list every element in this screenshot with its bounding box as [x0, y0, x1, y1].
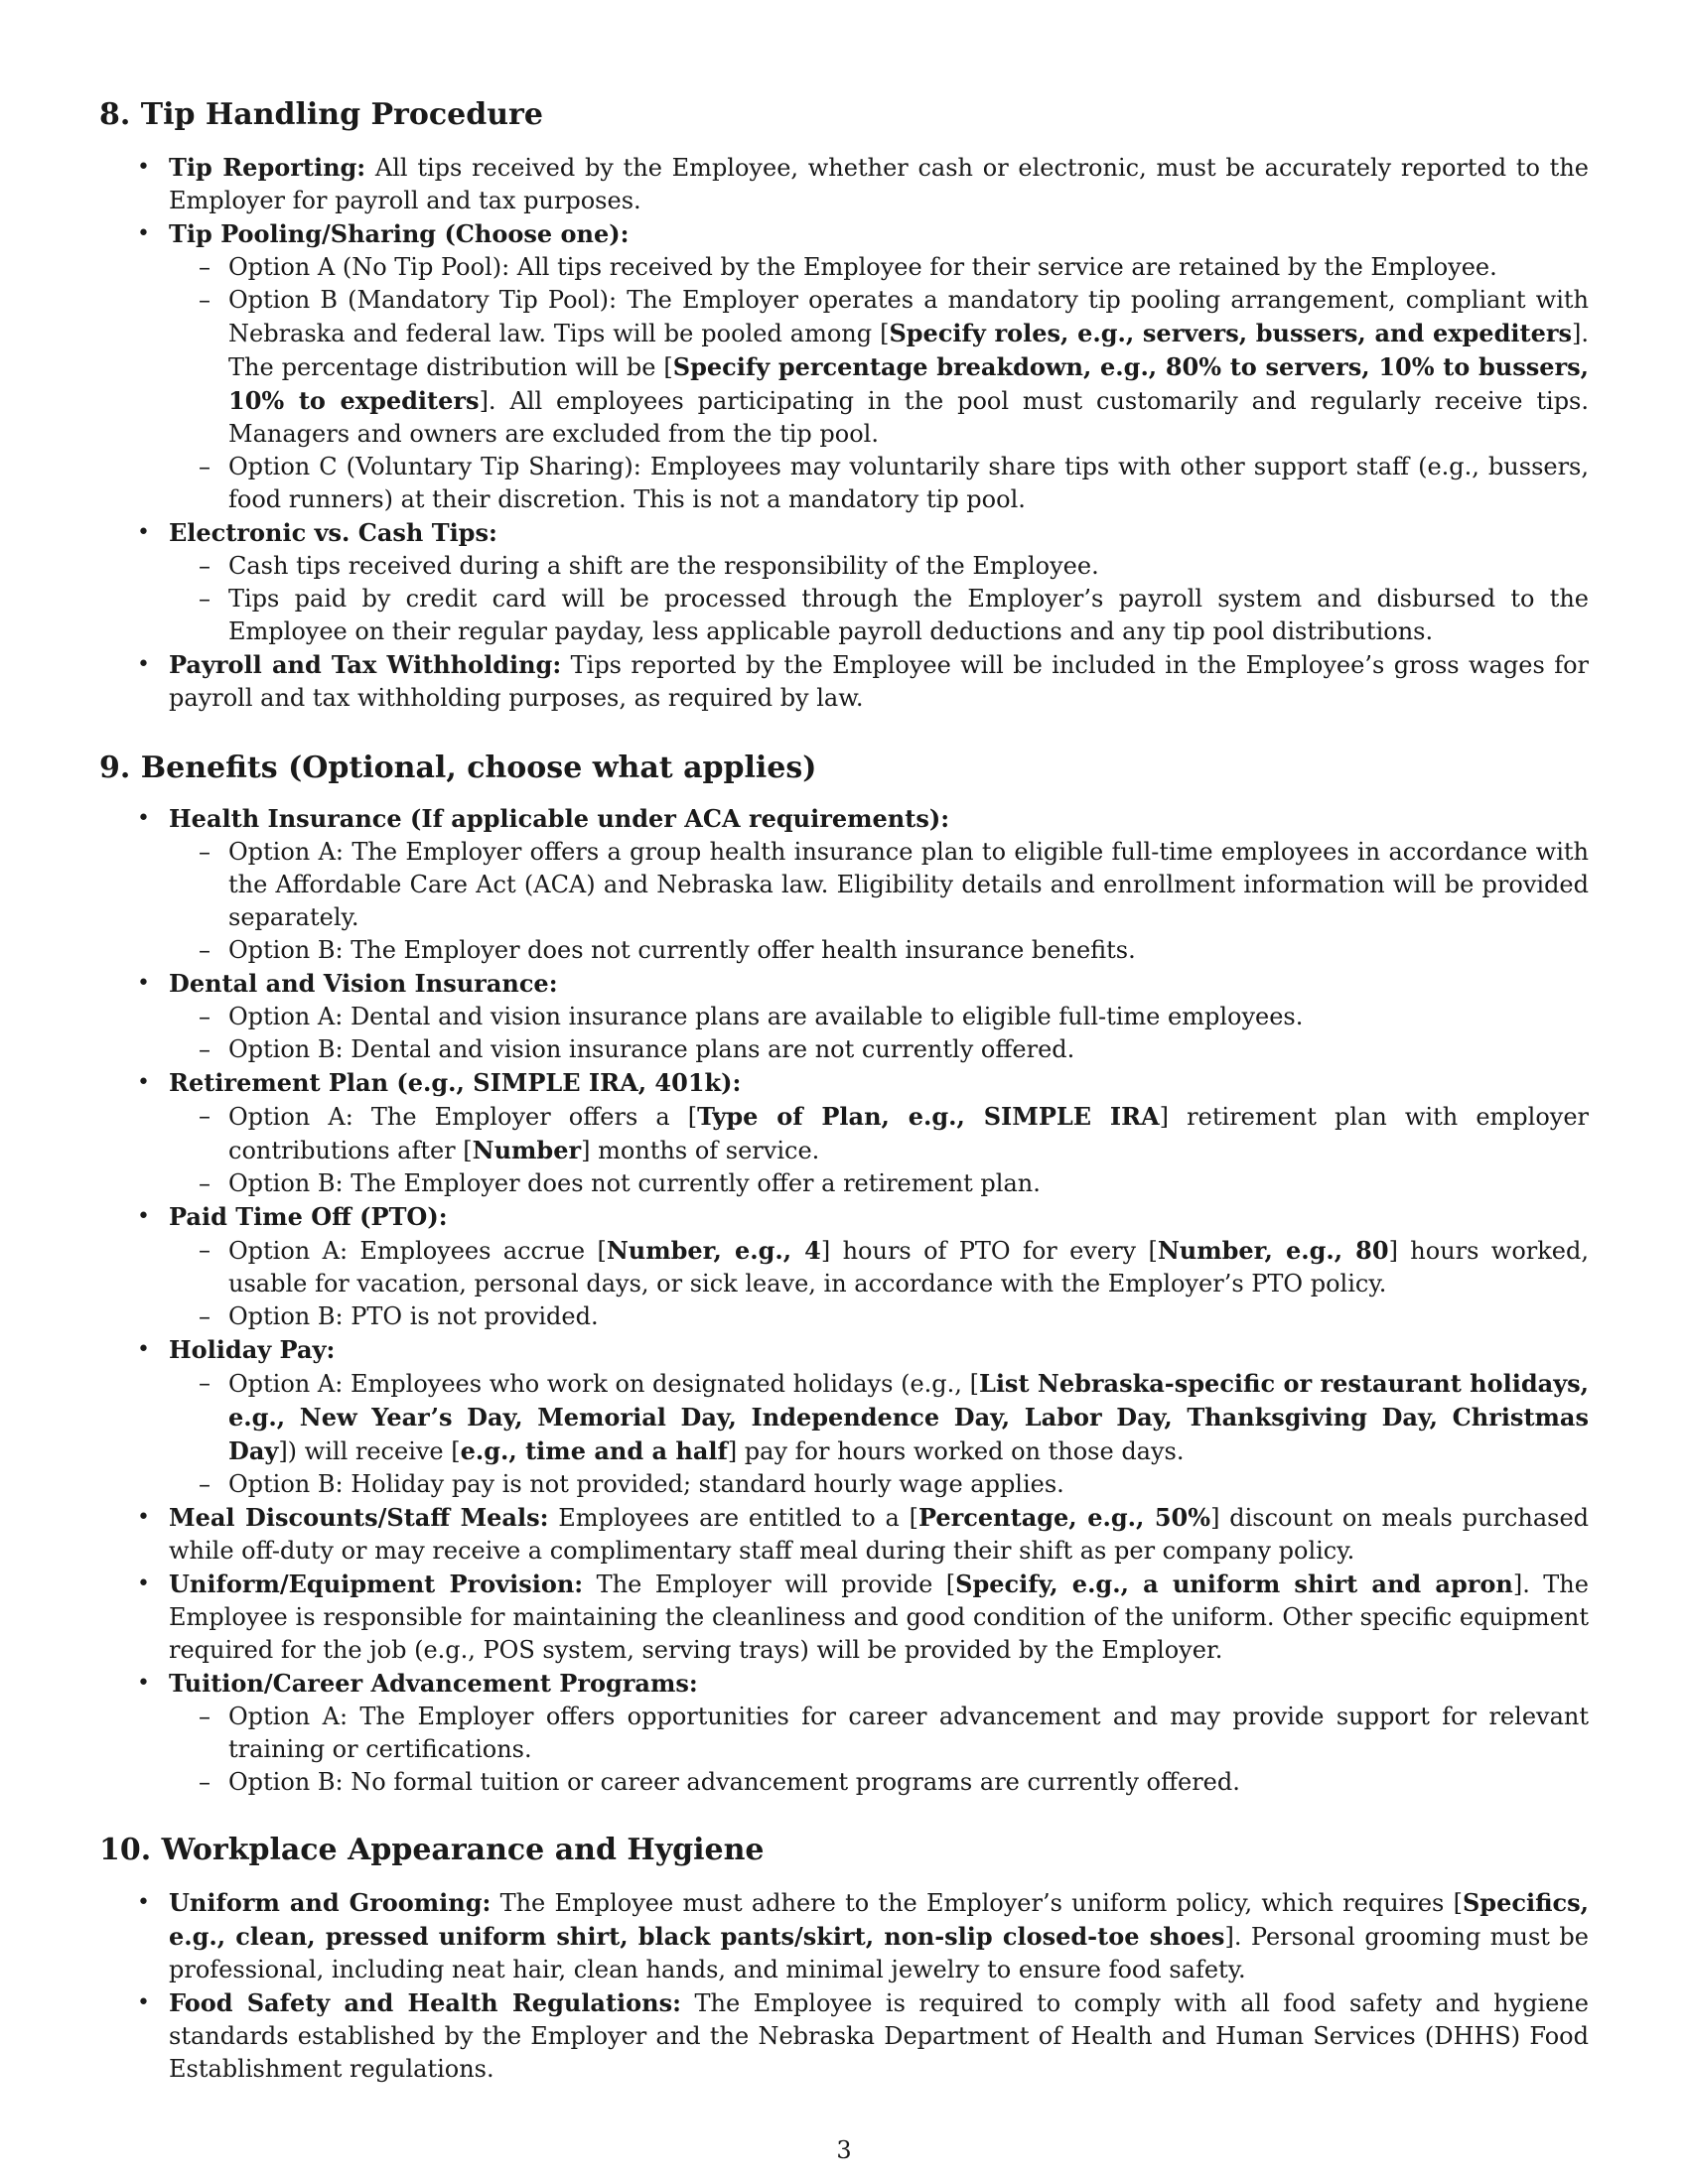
sub-item: – Option B: Dental and vision insurance plans are not currently offered.	[169, 1033, 1589, 1066]
item-label: Food Safety and Health Regulations:	[169, 1988, 681, 2017]
item-label: Retirement Plan (e.g., SIMPLE IRA, 401k):	[169, 1068, 742, 1097]
placeholder-text: e.g., time and a half	[460, 1436, 728, 1465]
list-item	[99, 1568, 1589, 1667]
text-run: ] pay for hours worked on those days.	[727, 1437, 1185, 1465]
sub-item: – Option A: Dental and vision insurance plans are available to eligible full-time employees.	[169, 1001, 1589, 1033]
text-run: The Employee must adhere to the Employer’s uniform policy, which requires [	[491, 1889, 1463, 1917]
item-label: Holiday Pay:	[169, 1335, 336, 1364]
section-9-heading: 9. Benefits (Optional, choose what applies)	[99, 751, 817, 785]
sub-item	[169, 1100, 1589, 1167]
sub-item: – Option A (No Tip Pool): All tips received by the Employee for their service are retained by the Employee.	[169, 251, 1589, 284]
text-run: ]. All employees participating in the pool must customarily and regularly receive tips. Managers and owners are excluded from the tip pool.	[228, 387, 1590, 448]
list-item	[99, 516, 1589, 648]
section-10-heading: 10. Workplace Appearance and Hygiene	[99, 1833, 765, 1867]
text-run: ]) will receive [	[278, 1437, 461, 1465]
sub-item: – Option B: PTO is not provided.	[169, 1300, 1589, 1333]
text-run: ]. Personal grooming must be professional, including neat hair, clean hands, and minimal jewelry to ensure food safety.	[169, 1923, 1589, 1983]
item-label: Paid Time Off (PTO):	[169, 1202, 448, 1231]
text-run: ]. The Employee is responsible for maintaining the cleanliness and good condition of the uniform. Other specific equipment required for the job (e.g., POS system, serving trays) will be provided by the Employer.	[169, 1570, 1589, 1664]
item-text: All tips received by the Employee, whether cash or electronic, must be accurately reported to the Employer for payroll and tax purposes.	[169, 154, 1589, 214]
sub-item	[169, 1234, 1589, 1300]
sub-item: – Option A: The Employer offers a group health insurance plan to eligible full-time employees in accordance with the Affordable Care Act (ACA) and Nebraska law. Eligibility details and enrollment information will be provided separately.	[169, 836, 1589, 934]
sub-item	[169, 284, 1589, 451]
item-label: Tuition/Career Advancement Programs:	[169, 1669, 698, 1698]
item-label: Payroll and Tax Withholding:	[169, 650, 562, 679]
text-run: ] months of service.	[581, 1137, 820, 1164]
item-text: Tips reported by the Employee will be included in the Employee’s gross wages for payroll and tax withholding purposes, as required by law.	[169, 651, 1589, 712]
placeholder-text: Type of Plan, e.g., SIMPLE IRA	[697, 1102, 1160, 1131]
list-item	[99, 151, 1589, 217]
placeholder-text: List Nebraska-specific or restaurant holidays, e.g., New Year’s Day, Memorial Day, Independence Day, Labor Day, Thanksgiving Day, Christmas Day	[228, 1369, 1590, 1465]
item-label: Tip Reporting:	[169, 153, 366, 182]
sub-item: – Option B: No formal tuition or career advancement programs are currently offered.	[169, 1766, 1589, 1799]
item-label: Uniform and Grooming:	[169, 1888, 492, 1917]
text-run: ]. The percentage distribution will be [	[228, 320, 1589, 381]
placeholder-text: Specifics, e.g., clean, pressed uniform shirt, black pants/skirt, non-slip closed-toe shoes	[169, 1888, 1589, 1951]
list-item	[99, 217, 1589, 516]
section-8-list	[99, 151, 1589, 715]
text-run: Option A: Employees who work on designated holidays (e.g., [	[228, 1370, 979, 1398]
section-8-heading: 8. Tip Handling Procedure	[99, 97, 543, 132]
sub-item: – Tips paid by credit card will be processed through the Employer’s payroll system and disbursed to the Employee on their regular payday, less applicable payroll deductions and any tip pool distributions.	[169, 583, 1589, 648]
sub-list	[169, 251, 1589, 516]
text-run: Option A: Employees accrue [	[228, 1237, 607, 1265]
list-item	[99, 1501, 1589, 1568]
list-item	[99, 1986, 1589, 2086]
list-item	[99, 648, 1589, 715]
item-label: Meal Discounts/Staff Meals:	[169, 1503, 549, 1532]
list-item	[99, 967, 1589, 1066]
placeholder-text: Specify percentage breakdown, e.g., 80% to servers, 10% to bussers, 10% to expediters	[228, 352, 1589, 415]
item-label: Tip Pooling/Sharing (Choose one):	[169, 219, 630, 248]
sub-item: – Option C (Voluntary Tip Sharing): Employees may voluntarily share tips with other support staff (e.g., bussers, food runners) at their discretion. This is not a mandatory tip pool.	[169, 451, 1589, 516]
sub-list	[169, 1234, 1589, 1333]
text-run: ] discount on meals purchased while off-duty or may receive a complimentary staff meal during their shift as per company policy.	[169, 1504, 1590, 1565]
list-item	[99, 1200, 1589, 1333]
text-run: Option B (Mandatory Tip Pool): The Employer operates a mandatory tip pooling arrangement, compliant with Nebraska and federal law. Tips will be pooled among [	[228, 286, 1589, 347]
sub-list	[169, 1367, 1589, 1501]
placeholder-text: Number	[472, 1136, 582, 1164]
list-item	[99, 1066, 1589, 1200]
placeholder-text: Percentage, e.g., 50%	[917, 1503, 1211, 1532]
page-number: 3	[836, 2136, 852, 2164]
item-label: Electronic vs. Cash Tips:	[169, 518, 497, 547]
sub-list	[169, 1100, 1589, 1200]
list-item	[99, 1333, 1589, 1501]
text-run: ] retirement plan with employer contributions after [	[228, 1103, 1590, 1164]
list-item	[99, 1886, 1589, 1986]
placeholder-text: Number, e.g., 80	[1157, 1236, 1389, 1265]
sub-item: – Option A: The Employer offers opportunities for career advancement and may provide support for relevant training or certifications.	[169, 1701, 1589, 1766]
item-label: Dental and Vision Insurance:	[169, 969, 558, 998]
sub-item: – Cash tips received during a shift are the responsibility of the Employee.	[169, 550, 1589, 583]
item-label: Uniform/Equipment Provision:	[169, 1570, 584, 1598]
sub-item: – Option B: The Employer does not currently offer a retirement plan.	[169, 1167, 1589, 1200]
sub-item: – Option B: The Employer does not currently offer health insurance benefits.	[169, 934, 1589, 967]
text-run: ] hours of PTO for every [	[820, 1237, 1158, 1265]
sub-item	[169, 1367, 1589, 1468]
sub-list	[169, 836, 1589, 967]
sub-item: – Option B: Holiday pay is not provided; standard hourly wage applies.	[169, 1468, 1589, 1501]
list-item	[99, 1667, 1589, 1799]
section-10-list	[99, 1886, 1589, 2086]
item-text: The Employee is required to comply with all food safety and hygiene standards established by the Employer and the Nebraska Department of Health and Human Services (DHHS) Food Establishment regulations.	[169, 1989, 1589, 2083]
placeholder-text: Specify, e.g., a uniform shirt and apron	[955, 1570, 1513, 1598]
placeholder-text: Specify roles, e.g., servers, bussers, and expediters	[889, 319, 1572, 347]
section-9-list	[99, 802, 1589, 1799]
text-run: The Employer will provide [	[583, 1570, 956, 1598]
text-run: Option A: The Employer offers a [	[228, 1103, 698, 1131]
sub-list	[169, 1001, 1589, 1066]
text-run: Employees are entitled to a [	[548, 1504, 918, 1532]
item-label: Health Insurance (If applicable under ACA requirements):	[169, 804, 950, 833]
sub-list	[169, 550, 1589, 648]
list-item	[99, 802, 1589, 967]
sub-list	[169, 1701, 1589, 1799]
text-run: ] hours worked, usable for vacation, personal days, or sick leave, in accordance with the Employer’s PTO policy.	[228, 1237, 1589, 1297]
placeholder-text: Number, e.g., 4	[606, 1236, 821, 1265]
